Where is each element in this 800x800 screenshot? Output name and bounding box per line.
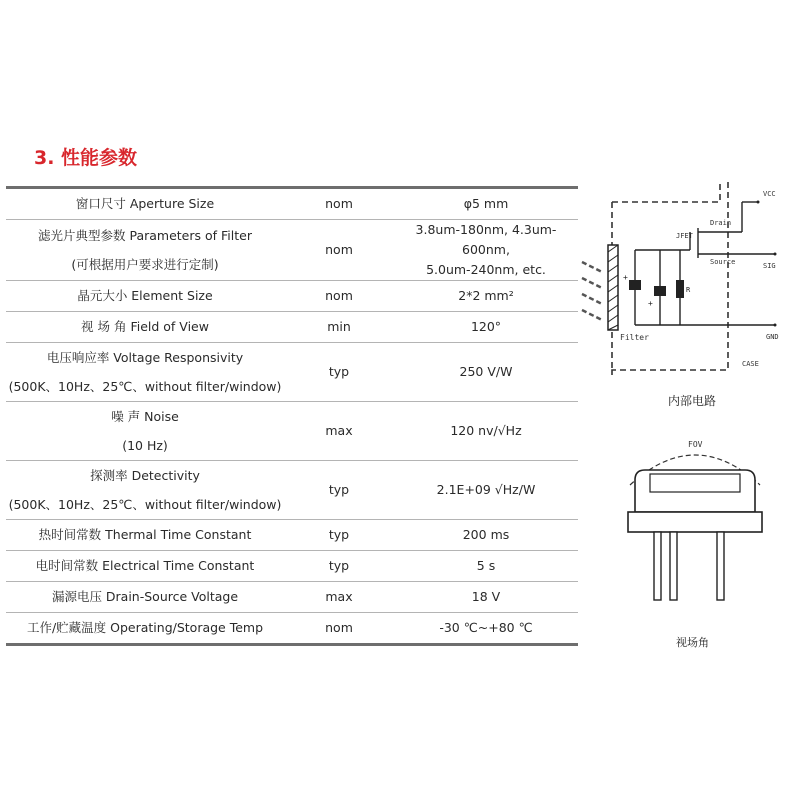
table-row xyxy=(6,343,578,402)
cond-cell: typ xyxy=(284,343,394,402)
drain-label: Drain xyxy=(710,219,732,227)
param-main: 探测率 Detectivity xyxy=(90,468,200,483)
cond-cell: max xyxy=(284,402,394,461)
value-cell: 120° xyxy=(394,312,578,343)
value-cell: 5 s xyxy=(394,551,578,582)
param-cell: 工作/贮藏温度 Operating/Storage Temp xyxy=(6,613,284,645)
sig-label: SIG xyxy=(763,262,776,270)
fov-caption: 视场角 xyxy=(676,636,709,649)
param-cell: 窗口尺寸 Aperture Size xyxy=(6,188,284,220)
pyro-element-2 xyxy=(654,286,666,296)
table-row xyxy=(6,281,578,312)
cond-cell: nom xyxy=(284,281,394,312)
circuit-caption: 内部电路 xyxy=(668,394,717,408)
value-cell: -30 ℃~+80 ℃ xyxy=(394,613,578,645)
table-row xyxy=(6,220,578,281)
table-row xyxy=(6,551,578,582)
cond-cell: min xyxy=(284,312,394,343)
vcc-label: VCC xyxy=(763,190,776,198)
svg-text:+: + xyxy=(623,273,628,282)
filter-element xyxy=(608,245,618,330)
param-main: 滤光片典型参数 Parameters of Filter xyxy=(38,228,252,243)
value-cell: 200 ms xyxy=(394,520,578,551)
param-cell: 热时间常数 Thermal Time Constant xyxy=(6,520,284,551)
light-rays-icon xyxy=(582,262,602,320)
resistor xyxy=(676,280,684,298)
pyro-element-1 xyxy=(629,280,641,290)
cond-cell: nom xyxy=(284,613,394,645)
table-row xyxy=(6,520,578,551)
svg-text:+: + xyxy=(648,299,653,308)
param-main: 噪 声 Noise xyxy=(111,409,179,424)
cond-cell: nom xyxy=(284,220,394,281)
cond-cell: max xyxy=(284,582,394,613)
gnd-label: GND xyxy=(766,333,779,341)
sensor-window xyxy=(650,474,740,492)
table-row xyxy=(6,582,578,613)
value-cell: 120 nv/√Hz xyxy=(394,402,578,461)
param-cell xyxy=(6,402,284,461)
table-row xyxy=(6,461,578,520)
cond-cell: typ xyxy=(284,461,394,520)
param-cell: 电时间常数 Electrical Time Constant xyxy=(6,551,284,582)
value-cell: φ5 mm xyxy=(394,188,578,220)
param-sub: (可根据用户要求进行定制) xyxy=(71,257,219,272)
field-of-view-diagram xyxy=(600,430,790,630)
param-cell: 晶元大小 Element Size xyxy=(6,281,284,312)
source-label: Source xyxy=(710,258,736,266)
param-main: 电压响应率 Voltage Responsivity xyxy=(46,350,244,365)
param-cell xyxy=(6,220,284,281)
filter-label: Filter xyxy=(620,333,649,342)
value-cell: 250 V/W xyxy=(394,343,578,402)
param-cell xyxy=(6,343,284,402)
value-cell: 2*2 mm² xyxy=(394,281,578,312)
param-sub: (500K、10Hz、25℃、without filter/window) xyxy=(8,379,282,394)
spec-table xyxy=(6,186,578,646)
param-cell: 漏源电压 Drain-Source Voltage xyxy=(6,582,284,613)
resistor-label: R xyxy=(686,286,691,294)
table-row xyxy=(6,188,578,220)
case-outline xyxy=(612,182,728,375)
sensor-pins xyxy=(654,532,724,600)
internal-circuit-diagram xyxy=(580,180,790,380)
param-cell xyxy=(6,461,284,520)
cond-cell: nom xyxy=(284,188,394,220)
value-main: 3.8um-180nm, 4.3um-600nm, xyxy=(415,222,557,257)
table-row xyxy=(6,613,578,645)
table-row xyxy=(6,402,578,461)
value-cell: 2.1E+09 √Hz/W xyxy=(394,461,578,520)
param-cell: 视 场 角 Field of View xyxy=(6,312,284,343)
jfet-label: JFET xyxy=(676,232,693,240)
table-row xyxy=(6,312,578,343)
cond-cell: typ xyxy=(284,551,394,582)
sensor-flange xyxy=(628,512,762,532)
value-cell xyxy=(394,220,578,281)
value-cell: 18 V xyxy=(394,582,578,613)
fov-label: FOV xyxy=(688,440,703,449)
param-sub: (500K、10Hz、25℃、without filter/window) xyxy=(8,497,282,512)
section-title: 3. 性能参数 xyxy=(34,147,138,169)
param-sub: (10 Hz) xyxy=(122,438,168,453)
case-label: CASE xyxy=(742,360,759,368)
cond-cell: typ xyxy=(284,520,394,551)
value-sub: 5.0um-240nm, etc. xyxy=(426,262,546,277)
